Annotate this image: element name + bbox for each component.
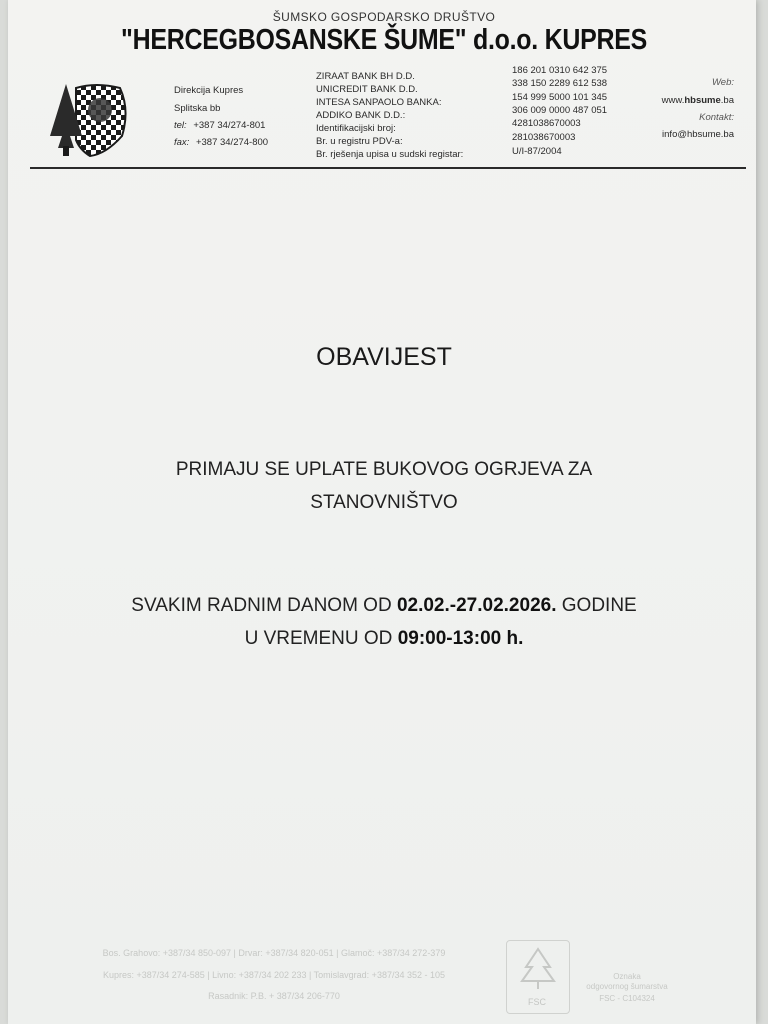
tel-number: +387 34/274-801 <box>193 120 266 131</box>
notice-line-3: SVAKIM RADNIM DANOM OD 02.02.-27.02.2026. GODINE <box>131 595 637 616</box>
notice-dates: 02.02.-27.02.2026. <box>396 595 557 616</box>
address-line-1: Direkcija Kupres <box>174 85 244 96</box>
fsc-note-2: odgovornog šumarstva <box>586 982 668 991</box>
email-link[interactable]: info@hbsume.ba <box>662 129 734 140</box>
registry-value-1: 338 150 2289 612 538 <box>512 78 608 89</box>
registry-label-5: Br. u registru PDV-a: <box>316 136 403 147</box>
notice-line-1: PRIMAJU SE UPLATE BUKOVOG OGRJEVA ZA <box>175 459 593 480</box>
fax-number: +387 34/274-800 <box>195 137 269 148</box>
notice-line-2: STANOVNIŠTVO <box>310 492 458 513</box>
notice-heading: OBAVIJEST <box>316 343 452 371</box>
notice-line-4: U VREMENU OD 09:00-13:00 h. <box>244 628 524 649</box>
registry-label-4: Identifikacijski broj: <box>316 123 396 134</box>
address-line-2: Splitska bb <box>174 103 221 114</box>
tel-label: tel: <box>174 120 187 131</box>
registry-label-3: ADDIKO BANK D.D.: <box>316 110 406 121</box>
fsc-note-1: Oznaka <box>613 972 641 981</box>
web-label: Web: <box>711 77 734 88</box>
fax <box>174 137 268 148</box>
org-title: "HERCEGBOSANSKE ŠUME" d.o.o. KUPRES <box>121 24 647 56</box>
contact-label: Kontakt: <box>699 112 734 123</box>
registry-value-5: 281038670003 <box>512 132 576 143</box>
registry-value-3: 306 009 0000 487 051 <box>512 105 608 116</box>
fsc-tree-icon <box>507 941 569 996</box>
registry-label-1: UNICREDIT BANK D.D. <box>316 84 418 95</box>
footer-line-2: Kupres: +387/34 274-585 | Livno: +387/34 202 233 | Tomislavgrad: +387/34 352 - 105 <box>102 970 445 980</box>
notice-time: 09:00-13:00 h. <box>397 628 524 649</box>
registry-value-6: U/I-87/2004 <box>512 146 562 157</box>
telephone <box>174 120 265 131</box>
registry-label-2: INTESA SANPAOLO BANKA: <box>316 97 442 108</box>
footer-line-1: Bos. Grahovo: +387/34 850-097 | Drvar: +387/34 820-051 | Glamoč: +387/34 272-379 <box>102 948 446 958</box>
fsc-label: FSC <box>528 997 546 1007</box>
company-logo-icon <box>46 80 130 158</box>
website-link[interactable]: www.hbsume.ba <box>661 95 734 106</box>
registry-value-0: 186 201 0310 642 375 <box>512 65 608 76</box>
fsc-code: FSC - C104324 <box>599 994 655 1003</box>
fax-label: fax: <box>174 137 190 148</box>
registry-label-6: Br. rješenja upisa u sudski registar: <box>316 149 464 160</box>
header-divider <box>30 167 746 169</box>
footer-line-3: Rasadnik: P.B. + 387/34 206-770 <box>208 991 340 1001</box>
registry-label-0: ZIRAAT BANK BH D.D. <box>316 71 415 82</box>
org-subtitle: ŠUMSKO GOSPODARSKO DRUŠTVO <box>272 10 496 24</box>
registry-value-4: 4281038670003 <box>512 118 581 129</box>
registry-value-2: 154 999 5000 101 345 <box>512 92 608 103</box>
